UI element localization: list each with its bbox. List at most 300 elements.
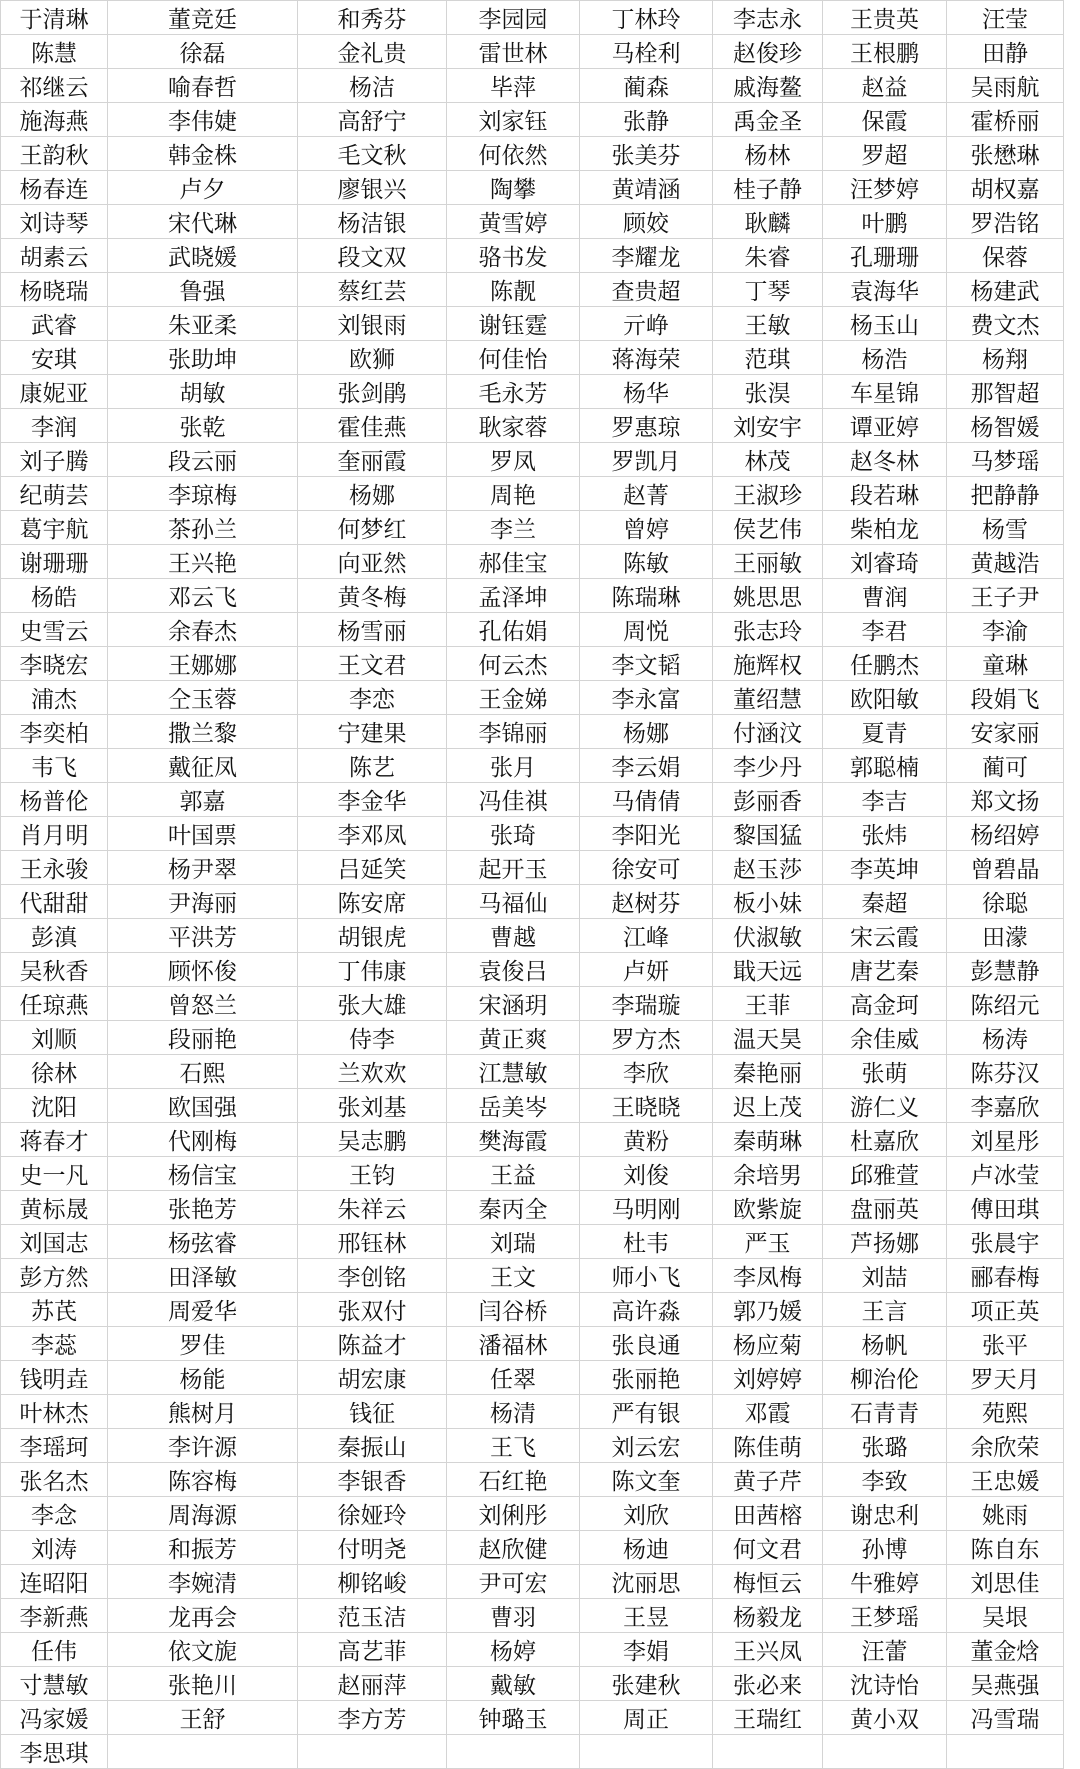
name-cell[interactable]: 苏芪 bbox=[1, 1293, 108, 1327]
name-cell[interactable]: 欧阳敏 bbox=[823, 681, 947, 715]
name-cell[interactable]: 张刘基 bbox=[298, 1089, 447, 1123]
name-cell[interactable]: 戢天远 bbox=[713, 953, 823, 987]
name-cell[interactable]: 段丽艳 bbox=[108, 1021, 298, 1055]
name-cell[interactable]: 胡敏 bbox=[108, 375, 298, 409]
name-cell[interactable]: 杨浩 bbox=[823, 341, 947, 375]
name-cell[interactable]: 罗天月 bbox=[947, 1361, 1064, 1395]
name-cell[interactable]: 戴敏 bbox=[447, 1667, 580, 1701]
name-cell[interactable]: 张建秋 bbox=[580, 1667, 713, 1701]
name-cell[interactable]: 张志玲 bbox=[713, 613, 823, 647]
name-cell[interactable]: 秦振山 bbox=[298, 1429, 447, 1463]
name-cell[interactable]: 刘俐彤 bbox=[447, 1497, 580, 1531]
name-cell[interactable]: 谭亚婷 bbox=[823, 409, 947, 443]
name-cell[interactable]: 吴燕强 bbox=[947, 1667, 1064, 1701]
name-cell[interactable]: 谢钰霆 bbox=[447, 307, 580, 341]
name-cell[interactable]: 马梦瑶 bbox=[947, 443, 1064, 477]
name-cell[interactable]: 杨涛 bbox=[947, 1021, 1064, 1055]
name-cell[interactable]: 周正 bbox=[580, 1701, 713, 1735]
name-cell[interactable]: 吴秋香 bbox=[1, 953, 108, 987]
name-cell[interactable]: 张名杰 bbox=[1, 1463, 108, 1497]
name-cell[interactable]: 胡权嘉 bbox=[947, 171, 1064, 205]
name-cell[interactable]: 杨迪 bbox=[580, 1531, 713, 1565]
name-cell[interactable]: 谢珊珊 bbox=[1, 545, 108, 579]
name-cell[interactable]: 吴雨航 bbox=[947, 69, 1064, 103]
name-cell[interactable]: 刘喆 bbox=[823, 1259, 947, 1293]
name-cell[interactable]: 李邓凤 bbox=[298, 817, 447, 851]
name-cell[interactable]: 王丽敏 bbox=[713, 545, 823, 579]
name-cell[interactable]: 杨雪 bbox=[947, 511, 1064, 545]
name-cell[interactable]: 杨毅龙 bbox=[713, 1599, 823, 1633]
name-cell[interactable]: 陈益才 bbox=[298, 1327, 447, 1361]
name-cell[interactable]: 茶孙兰 bbox=[108, 511, 298, 545]
name-cell[interactable]: 和秀芬 bbox=[298, 1, 447, 35]
name-cell[interactable]: 姚雨 bbox=[947, 1497, 1064, 1531]
name-cell[interactable]: 冯家媛 bbox=[1, 1701, 108, 1735]
name-cell[interactable]: 李方芳 bbox=[298, 1701, 447, 1735]
name-cell[interactable]: 沈阳 bbox=[1, 1089, 108, 1123]
name-cell[interactable]: 韦飞 bbox=[1, 749, 108, 783]
name-cell[interactable]: 潘福林 bbox=[447, 1327, 580, 1361]
name-cell[interactable]: 杨弦睿 bbox=[108, 1225, 298, 1259]
name-cell[interactable]: 李许源 bbox=[108, 1429, 298, 1463]
name-cell[interactable]: 李润 bbox=[1, 409, 108, 443]
name-cell[interactable]: 李欣 bbox=[580, 1055, 713, 1089]
name-cell[interactable]: 张琦 bbox=[447, 817, 580, 851]
name-cell[interactable]: 盘丽英 bbox=[823, 1191, 947, 1225]
name-cell[interactable]: 苑熙 bbox=[947, 1395, 1064, 1429]
name-cell[interactable]: 蒋海荣 bbox=[580, 341, 713, 375]
name-cell[interactable]: 杨建武 bbox=[947, 273, 1064, 307]
name-cell[interactable]: 王瑞红 bbox=[713, 1701, 823, 1735]
name-cell[interactable]: 张良通 bbox=[580, 1327, 713, 1361]
name-cell[interactable]: 何梦红 bbox=[298, 511, 447, 545]
name-cell[interactable]: 陶攀 bbox=[447, 171, 580, 205]
name-cell[interactable] bbox=[713, 1735, 823, 1769]
name-cell[interactable]: 邓云飞 bbox=[108, 579, 298, 613]
name-cell[interactable]: 林茂 bbox=[713, 443, 823, 477]
name-cell[interactable]: 杜嘉欣 bbox=[823, 1123, 947, 1157]
name-cell[interactable]: 郭嘉 bbox=[108, 783, 298, 817]
name-cell[interactable]: 张必来 bbox=[713, 1667, 823, 1701]
name-cell[interactable]: 黄正爽 bbox=[447, 1021, 580, 1055]
name-cell[interactable]: 徐聪 bbox=[947, 885, 1064, 919]
name-cell[interactable]: 张丽艳 bbox=[580, 1361, 713, 1395]
name-cell[interactable]: 廖银兴 bbox=[298, 171, 447, 205]
name-cell[interactable]: 徐娅玲 bbox=[298, 1497, 447, 1531]
name-cell[interactable]: 霍桥丽 bbox=[947, 103, 1064, 137]
name-cell[interactable] bbox=[580, 1735, 713, 1769]
name-cell[interactable]: 田茜榕 bbox=[713, 1497, 823, 1531]
name-cell[interactable]: 杨娜 bbox=[298, 477, 447, 511]
name-cell[interactable]: 陈艺 bbox=[298, 749, 447, 783]
name-cell[interactable]: 王言 bbox=[823, 1293, 947, 1327]
name-cell[interactable]: 禹金圣 bbox=[713, 103, 823, 137]
name-cell[interactable]: 刘国志 bbox=[1, 1225, 108, 1259]
name-cell[interactable]: 石熙 bbox=[108, 1055, 298, 1089]
name-cell[interactable]: 毛永芳 bbox=[447, 375, 580, 409]
name-cell[interactable]: 王子尹 bbox=[947, 579, 1064, 613]
name-cell[interactable]: 康妮亚 bbox=[1, 375, 108, 409]
name-cell[interactable]: 黄子芹 bbox=[713, 1463, 823, 1497]
name-cell[interactable]: 陈容梅 bbox=[108, 1463, 298, 1497]
name-cell[interactable]: 韩金株 bbox=[108, 137, 298, 171]
name-cell[interactable]: 高金珂 bbox=[823, 987, 947, 1021]
name-cell[interactable]: 张璐 bbox=[823, 1429, 947, 1463]
name-cell[interactable]: 赵玉莎 bbox=[713, 851, 823, 885]
name-cell[interactable]: 戚海鳌 bbox=[713, 69, 823, 103]
name-cell[interactable]: 朱睿 bbox=[713, 239, 823, 273]
name-cell[interactable]: 安琪 bbox=[1, 341, 108, 375]
name-cell[interactable]: 王金娣 bbox=[447, 681, 580, 715]
name-cell[interactable]: 纪萌芸 bbox=[1, 477, 108, 511]
name-cell[interactable]: 袁海华 bbox=[823, 273, 947, 307]
name-cell[interactable]: 张美芬 bbox=[580, 137, 713, 171]
name-cell[interactable]: 张乾 bbox=[108, 409, 298, 443]
name-cell[interactable]: 张萌 bbox=[823, 1055, 947, 1089]
name-cell[interactable]: 胡银虎 bbox=[298, 919, 447, 953]
name-cell[interactable]: 黄越浩 bbox=[947, 545, 1064, 579]
name-cell[interactable]: 蔺可 bbox=[947, 749, 1064, 783]
name-cell[interactable]: 陈佳萌 bbox=[713, 1429, 823, 1463]
name-cell[interactable]: 兰欢欢 bbox=[298, 1055, 447, 1089]
name-cell[interactable]: 杨娜 bbox=[580, 715, 713, 749]
name-cell[interactable]: 付涵汶 bbox=[713, 715, 823, 749]
name-cell[interactable]: 杨帆 bbox=[823, 1327, 947, 1361]
name-cell[interactable]: 李娟 bbox=[580, 1633, 713, 1667]
name-cell[interactable]: 张艳川 bbox=[108, 1667, 298, 1701]
name-cell[interactable]: 起开玉 bbox=[447, 851, 580, 885]
name-cell[interactable]: 连昭阳 bbox=[1, 1565, 108, 1599]
name-cell[interactable]: 杨晓瑞 bbox=[1, 273, 108, 307]
name-cell[interactable]: 闫谷桥 bbox=[447, 1293, 580, 1327]
name-cell[interactable]: 史雪云 bbox=[1, 613, 108, 647]
name-cell[interactable]: 陈安席 bbox=[298, 885, 447, 919]
name-cell[interactable]: 胡素云 bbox=[1, 239, 108, 273]
name-cell[interactable]: 王永骏 bbox=[1, 851, 108, 885]
name-cell[interactable]: 秦艳丽 bbox=[713, 1055, 823, 1089]
name-cell[interactable]: 王文 bbox=[447, 1259, 580, 1293]
name-cell[interactable]: 吕延笑 bbox=[298, 851, 447, 885]
name-cell[interactable]: 武晓媛 bbox=[108, 239, 298, 273]
name-cell[interactable]: 钱明垚 bbox=[1, 1361, 108, 1395]
name-cell[interactable]: 张大雄 bbox=[298, 987, 447, 1021]
name-cell[interactable]: 任伟 bbox=[1, 1633, 108, 1667]
name-cell[interactable]: 岳美岑 bbox=[447, 1089, 580, 1123]
name-cell[interactable]: 刘顺 bbox=[1, 1021, 108, 1055]
name-cell[interactable]: 陈慧 bbox=[1, 35, 108, 69]
name-cell[interactable]: 张静 bbox=[580, 103, 713, 137]
name-cell[interactable]: 李致 bbox=[823, 1463, 947, 1497]
name-cell[interactable] bbox=[823, 1735, 947, 1769]
name-cell[interactable]: 迟上茂 bbox=[713, 1089, 823, 1123]
name-cell[interactable]: 张淏 bbox=[713, 375, 823, 409]
name-cell[interactable]: 任翠 bbox=[447, 1361, 580, 1395]
name-cell[interactable]: 田泽敏 bbox=[108, 1259, 298, 1293]
name-cell[interactable]: 宋涵玥 bbox=[447, 987, 580, 1021]
name-cell[interactable]: 杨婷 bbox=[447, 1633, 580, 1667]
name-cell[interactable]: 柳铭峻 bbox=[298, 1565, 447, 1599]
name-cell[interactable]: 罗佳 bbox=[108, 1327, 298, 1361]
name-cell[interactable]: 赵丽萍 bbox=[298, 1667, 447, 1701]
name-cell[interactable]: 浦杰 bbox=[1, 681, 108, 715]
name-cell[interactable]: 曹润 bbox=[823, 579, 947, 613]
name-cell[interactable]: 李君 bbox=[823, 613, 947, 647]
name-cell[interactable]: 平洪芳 bbox=[108, 919, 298, 953]
name-cell[interactable]: 范琪 bbox=[713, 341, 823, 375]
name-cell[interactable]: 周海源 bbox=[108, 1497, 298, 1531]
name-cell[interactable]: 杨洁银 bbox=[298, 205, 447, 239]
name-cell[interactable]: 张晨宇 bbox=[947, 1225, 1064, 1259]
name-cell[interactable]: 吴志鹏 bbox=[298, 1123, 447, 1157]
name-cell[interactable]: 欧狮 bbox=[298, 341, 447, 375]
name-cell[interactable]: 陈绍元 bbox=[947, 987, 1064, 1021]
name-cell[interactable]: 宋云霞 bbox=[823, 919, 947, 953]
name-cell[interactable]: 罗惠琼 bbox=[580, 409, 713, 443]
name-cell[interactable]: 把静静 bbox=[947, 477, 1064, 511]
name-cell[interactable]: 丁琴 bbox=[713, 273, 823, 307]
name-cell[interactable]: 孔珊珊 bbox=[823, 239, 947, 273]
name-cell[interactable]: 钟璐玉 bbox=[447, 1701, 580, 1735]
name-cell[interactable]: 刘云宏 bbox=[580, 1429, 713, 1463]
name-cell[interactable]: 刘欣 bbox=[580, 1497, 713, 1531]
name-cell[interactable]: 黎国猛 bbox=[713, 817, 823, 851]
name-cell[interactable]: 蔺森 bbox=[580, 69, 713, 103]
name-cell[interactable]: 赵菁 bbox=[580, 477, 713, 511]
name-cell[interactable]: 严有银 bbox=[580, 1395, 713, 1429]
name-cell[interactable]: 顾怀俊 bbox=[108, 953, 298, 987]
name-cell[interactable]: 徐林 bbox=[1, 1055, 108, 1089]
name-cell[interactable]: 代刚梅 bbox=[108, 1123, 298, 1157]
name-cell[interactable]: 张炜 bbox=[823, 817, 947, 851]
name-cell[interactable]: 顾姣 bbox=[580, 205, 713, 239]
name-cell[interactable]: 陈瑞琳 bbox=[580, 579, 713, 613]
name-cell[interactable]: 那智超 bbox=[947, 375, 1064, 409]
name-cell[interactable]: 段娟飞 bbox=[947, 681, 1064, 715]
name-cell[interactable]: 武睿 bbox=[1, 307, 108, 341]
name-cell[interactable]: 李琼梅 bbox=[108, 477, 298, 511]
name-cell[interactable]: 杨应菊 bbox=[713, 1327, 823, 1361]
name-cell[interactable]: 曾怒兰 bbox=[108, 987, 298, 1021]
name-cell[interactable]: 寸慧敏 bbox=[1, 1667, 108, 1701]
name-cell[interactable]: 黄靖涵 bbox=[580, 171, 713, 205]
name-cell[interactable]: 奎丽霞 bbox=[298, 443, 447, 477]
name-cell[interactable]: 高舒宁 bbox=[298, 103, 447, 137]
name-cell[interactable]: 王忠媛 bbox=[947, 1463, 1064, 1497]
name-cell[interactable]: 朱亚柔 bbox=[108, 307, 298, 341]
name-cell[interactable]: 罗方杰 bbox=[580, 1021, 713, 1055]
name-cell[interactable]: 王贵英 bbox=[823, 1, 947, 35]
name-cell[interactable]: 黄冬梅 bbox=[298, 579, 447, 613]
name-cell[interactable]: 梅恒云 bbox=[713, 1565, 823, 1599]
name-cell[interactable]: 石青青 bbox=[823, 1395, 947, 1429]
name-cell[interactable]: 朱祥云 bbox=[298, 1191, 447, 1225]
name-cell[interactable]: 张月 bbox=[447, 749, 580, 783]
name-cell[interactable]: 吴垠 bbox=[947, 1599, 1064, 1633]
name-cell[interactable]: 王梦瑶 bbox=[823, 1599, 947, 1633]
name-cell[interactable]: 郭聪楠 bbox=[823, 749, 947, 783]
name-cell[interactable] bbox=[108, 1735, 298, 1769]
name-cell[interactable]: 王敏 bbox=[713, 307, 823, 341]
name-cell[interactable]: 蔡红芸 bbox=[298, 273, 447, 307]
name-cell[interactable]: 宋代琳 bbox=[108, 205, 298, 239]
name-cell[interactable]: 丁伟康 bbox=[298, 953, 447, 987]
name-cell[interactable]: 卢妍 bbox=[580, 953, 713, 987]
name-cell[interactable]: 欧国强 bbox=[108, 1089, 298, 1123]
name-cell[interactable]: 郑文扬 bbox=[947, 783, 1064, 817]
name-cell[interactable]: 段云丽 bbox=[108, 443, 298, 477]
name-cell[interactable]: 刘思佳 bbox=[947, 1565, 1064, 1599]
name-cell[interactable]: 赵益 bbox=[823, 69, 947, 103]
name-cell[interactable]: 赵冬林 bbox=[823, 443, 947, 477]
name-cell[interactable]: 何云杰 bbox=[447, 647, 580, 681]
name-cell[interactable]: 李瑞璇 bbox=[580, 987, 713, 1021]
name-cell[interactable]: 陈文奎 bbox=[580, 1463, 713, 1497]
name-cell[interactable]: 段若琳 bbox=[823, 477, 947, 511]
name-cell[interactable]: 邱雅萱 bbox=[823, 1157, 947, 1191]
name-cell[interactable]: 王娜娜 bbox=[108, 647, 298, 681]
name-cell[interactable]: 刘俊 bbox=[580, 1157, 713, 1191]
name-cell[interactable]: 叶鹏 bbox=[823, 205, 947, 239]
name-cell[interactable]: 何文君 bbox=[713, 1531, 823, 1565]
name-cell[interactable]: 杜韦 bbox=[580, 1225, 713, 1259]
name-cell[interactable]: 孟泽坤 bbox=[447, 579, 580, 613]
name-cell[interactable]: 刘子腾 bbox=[1, 443, 108, 477]
name-cell[interactable]: 于清琳 bbox=[1, 1, 108, 35]
name-cell[interactable]: 罗超 bbox=[823, 137, 947, 171]
name-cell[interactable]: 费文杰 bbox=[947, 307, 1064, 341]
name-cell[interactable]: 汪梦婷 bbox=[823, 171, 947, 205]
name-cell[interactable]: 彭滇 bbox=[1, 919, 108, 953]
name-cell[interactable]: 冯佳祺 bbox=[447, 783, 580, 817]
name-cell[interactable]: 蒋春才 bbox=[1, 1123, 108, 1157]
name-cell[interactable]: 沈诗怡 bbox=[823, 1667, 947, 1701]
name-cell[interactable]: 李永富 bbox=[580, 681, 713, 715]
name-cell[interactable]: 戴征凤 bbox=[108, 749, 298, 783]
name-cell[interactable]: 石红艳 bbox=[447, 1463, 580, 1497]
name-cell[interactable]: 童琳 bbox=[947, 647, 1064, 681]
name-cell[interactable]: 樊海霞 bbox=[447, 1123, 580, 1157]
name-cell[interactable]: 李创铭 bbox=[298, 1259, 447, 1293]
name-cell[interactable]: 李嘉欣 bbox=[947, 1089, 1064, 1123]
name-cell[interactable]: 卢冰莹 bbox=[947, 1157, 1064, 1191]
name-cell[interactable]: 罗凯月 bbox=[580, 443, 713, 477]
name-cell[interactable]: 袁俊吕 bbox=[447, 953, 580, 987]
name-cell[interactable]: 王晓晓 bbox=[580, 1089, 713, 1123]
name-cell[interactable]: 王根鹏 bbox=[823, 35, 947, 69]
name-cell[interactable]: 余欣荣 bbox=[947, 1429, 1064, 1463]
name-cell[interactable]: 杨翔 bbox=[947, 341, 1064, 375]
name-cell[interactable]: 侯艺伟 bbox=[713, 511, 823, 545]
name-cell[interactable]: 李渝 bbox=[947, 613, 1064, 647]
name-cell[interactable]: 李婉清 bbox=[108, 1565, 298, 1599]
name-cell[interactable]: 江慧敏 bbox=[447, 1055, 580, 1089]
name-cell[interactable]: 李阳光 bbox=[580, 817, 713, 851]
name-cell[interactable]: 鲁强 bbox=[108, 273, 298, 307]
name-cell[interactable]: 高许淼 bbox=[580, 1293, 713, 1327]
name-cell[interactable]: 陈芬汉 bbox=[947, 1055, 1064, 1089]
name-cell[interactable]: 施辉权 bbox=[713, 647, 823, 681]
name-cell[interactable]: 杨皓 bbox=[1, 579, 108, 613]
name-cell[interactable]: 孙博 bbox=[823, 1531, 947, 1565]
name-cell[interactable]: 牛雅婷 bbox=[823, 1565, 947, 1599]
name-cell[interactable]: 刘诗琴 bbox=[1, 205, 108, 239]
name-cell[interactable]: 查贵超 bbox=[580, 273, 713, 307]
name-cell[interactable]: 叶林杰 bbox=[1, 1395, 108, 1429]
name-cell[interactable]: 曹羽 bbox=[447, 1599, 580, 1633]
name-cell[interactable]: 钱征 bbox=[298, 1395, 447, 1429]
name-cell[interactable]: 秦丙全 bbox=[447, 1191, 580, 1225]
name-cell[interactable]: 杨尹翠 bbox=[108, 851, 298, 885]
name-cell[interactable]: 杨雪丽 bbox=[298, 613, 447, 647]
name-cell[interactable]: 邓霞 bbox=[713, 1395, 823, 1429]
name-cell[interactable]: 姚思思 bbox=[713, 579, 823, 613]
name-cell[interactable]: 刘银雨 bbox=[298, 307, 447, 341]
name-cell[interactable]: 保霞 bbox=[823, 103, 947, 137]
name-cell[interactable]: 马福仙 bbox=[447, 885, 580, 919]
name-cell[interactable]: 肖月明 bbox=[1, 817, 108, 851]
name-cell[interactable]: 李耀龙 bbox=[580, 239, 713, 273]
name-cell[interactable]: 赵欣健 bbox=[447, 1531, 580, 1565]
name-cell[interactable]: 板小妹 bbox=[713, 885, 823, 919]
name-cell[interactable]: 耿麟 bbox=[713, 205, 823, 239]
name-cell[interactable]: 侍李 bbox=[298, 1021, 447, 1055]
name-cell[interactable]: 李新燕 bbox=[1, 1599, 108, 1633]
name-cell[interactable]: 秦萌琳 bbox=[713, 1123, 823, 1157]
name-cell[interactable]: 彭丽香 bbox=[713, 783, 823, 817]
name-cell[interactable]: 李伟婕 bbox=[108, 103, 298, 137]
name-cell[interactable]: 张双付 bbox=[298, 1293, 447, 1327]
name-cell[interactable]: 毕萍 bbox=[447, 69, 580, 103]
name-cell[interactable]: 傅田琪 bbox=[947, 1191, 1064, 1225]
name-cell[interactable]: 曾碧晶 bbox=[947, 851, 1064, 885]
name-cell[interactable]: 欧紫旋 bbox=[713, 1191, 823, 1225]
name-cell[interactable]: 董绍慧 bbox=[713, 681, 823, 715]
name-cell[interactable]: 彭方然 bbox=[1, 1259, 108, 1293]
name-cell[interactable]: 熊树月 bbox=[108, 1395, 298, 1429]
name-cell[interactable]: 曹越 bbox=[447, 919, 580, 953]
name-cell[interactable]: 曾婷 bbox=[580, 511, 713, 545]
name-cell[interactable]: 段文双 bbox=[298, 239, 447, 273]
name-cell[interactable]: 杨玉山 bbox=[823, 307, 947, 341]
name-cell[interactable]: 王兴艳 bbox=[108, 545, 298, 579]
name-cell[interactable]: 汪蕾 bbox=[823, 1633, 947, 1667]
name-cell[interactable]: 骆书发 bbox=[447, 239, 580, 273]
name-cell[interactable]: 赵俊珍 bbox=[713, 35, 823, 69]
name-cell[interactable]: 刘涛 bbox=[1, 1531, 108, 1565]
name-cell[interactable]: 向亚然 bbox=[298, 545, 447, 579]
name-cell[interactable]: 王飞 bbox=[447, 1429, 580, 1463]
name-cell[interactable]: 李云娟 bbox=[580, 749, 713, 783]
name-cell[interactable]: 秦超 bbox=[823, 885, 947, 919]
name-cell[interactable]: 仝玉蓉 bbox=[108, 681, 298, 715]
name-cell[interactable]: 杨洁 bbox=[298, 69, 447, 103]
name-cell[interactable]: 刘婷婷 bbox=[713, 1361, 823, 1395]
name-cell[interactable]: 游仁义 bbox=[823, 1089, 947, 1123]
name-cell[interactable]: 李凤梅 bbox=[713, 1259, 823, 1293]
name-cell[interactable]: 李志永 bbox=[713, 1, 823, 35]
name-cell[interactable]: 王菲 bbox=[713, 987, 823, 1021]
name-cell[interactable]: 伏淑敏 bbox=[713, 919, 823, 953]
name-cell[interactable]: 谢忠利 bbox=[823, 1497, 947, 1531]
name-cell[interactable]: 汪莹 bbox=[947, 1, 1064, 35]
name-cell[interactable]: 冯雪瑞 bbox=[947, 1701, 1064, 1735]
name-cell[interactable]: 唐艺秦 bbox=[823, 953, 947, 987]
name-cell[interactable]: 余春杰 bbox=[108, 613, 298, 647]
name-cell[interactable]: 霍佳燕 bbox=[298, 409, 447, 443]
name-cell[interactable]: 李兰 bbox=[447, 511, 580, 545]
name-cell[interactable]: 杨智媛 bbox=[947, 409, 1064, 443]
name-cell[interactable]: 徐磊 bbox=[108, 35, 298, 69]
